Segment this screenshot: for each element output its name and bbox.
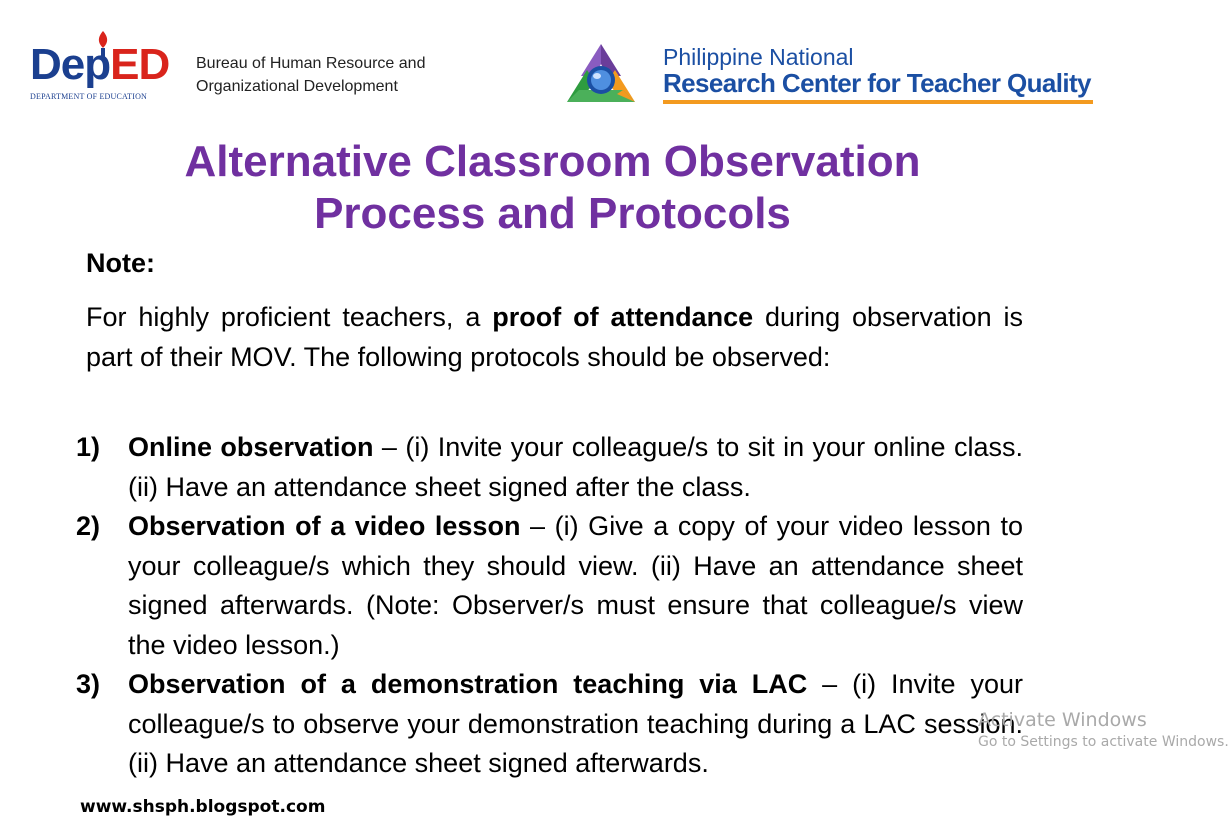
watermark-line-1: Activate Windows <box>978 709 1147 731</box>
bureau-line-1: Bureau of Human Resource and <box>196 55 426 72</box>
protocol-title: Online observation <box>128 432 374 462</box>
protocol-title: Observation of a video lesson <box>128 511 521 541</box>
deped-wordmark-dep: Dep <box>30 40 111 89</box>
website-url: www.shsph.blogspot.com <box>80 797 326 817</box>
protocol-item <box>76 507 1023 665</box>
protocol-list <box>76 428 1023 784</box>
bureau-name <box>196 52 425 98</box>
intro-text-after: during observation is part of their MOV. The following protocols should be observed: <box>86 302 1023 372</box>
protocol-item <box>76 428 1023 507</box>
activation-watermark <box>978 708 1229 752</box>
deped-subtitle: DEPARTMENT OF EDUCATION <box>30 92 148 101</box>
protocol-title: Observation of a demonstration teaching via LAC <box>128 669 808 699</box>
deped-wordmark-text <box>30 40 169 89</box>
rctq-title <box>663 45 1093 104</box>
page-title-line-1: Alternative Classroom Observation <box>184 137 921 186</box>
deped-wordmark-ed: ED <box>110 40 170 89</box>
intro-bold: proof of attendance <box>492 302 754 332</box>
deped-wordmark <box>30 40 169 90</box>
page-title-line-2: Process and Protocols <box>314 189 791 238</box>
rctq-line-1: Philippine National <box>663 44 854 70</box>
protocol-number: 2) <box>76 511 101 541</box>
watermark-line-2: Go to Settings to activate Windows. <box>978 734 1229 750</box>
bureau-line-2: Organizational Development <box>196 78 398 95</box>
intro-paragraph <box>86 297 1023 377</box>
intro-text-before: For highly proficient teachers, a <box>86 302 493 332</box>
rctq-line-2: Research Center for Teacher Quality <box>663 68 1091 98</box>
page-title <box>0 136 1105 240</box>
rctq-logo-icon <box>563 42 639 108</box>
protocol-description: – (i) Invite your colleague/s to sit in your online class. (ii) Have an attendance sheet signed after the class. <box>128 432 1023 502</box>
rctq-underline <box>663 100 1093 104</box>
protocol-number: 1) <box>76 432 101 462</box>
deped-logo <box>30 30 180 106</box>
protocol-description: – (i) Give a copy of your video lesson to your colleague/s which they should view. (ii) Have an attendance sheet signed afterwards. (Note: Observer/s must ensure that colleague/s view the video lesson.) <box>128 511 1023 660</box>
protocol-item <box>76 665 1023 784</box>
protocol-number: 3) <box>76 669 101 699</box>
protocol-description: – (i) Invite your colleague/s to observe your demonstration teaching during a LAC session. (ii) Have an attendance sheet signed afterwards. <box>128 669 1023 778</box>
note-label: Note: <box>86 248 155 278</box>
